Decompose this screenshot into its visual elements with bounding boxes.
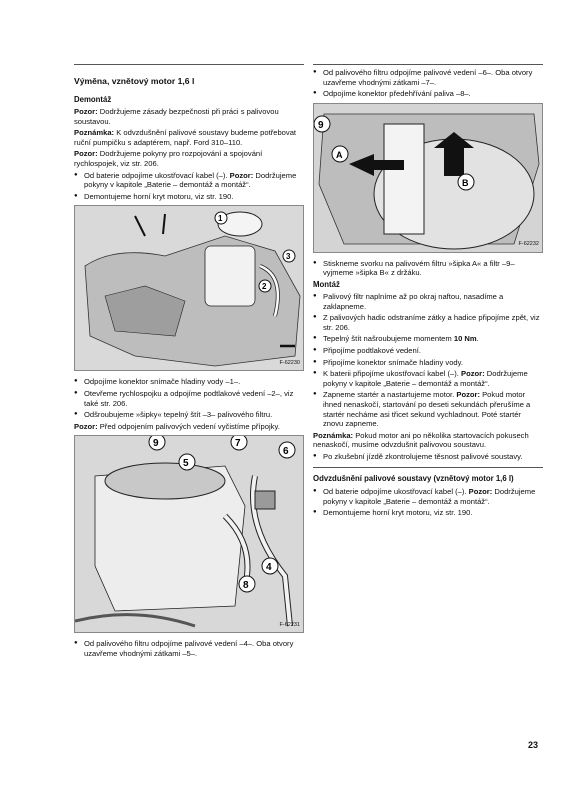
- list-item: ● Palivový filtr naplníme až po okraj naftou, nasadíme a zaklapneme.: [313, 292, 543, 311]
- steps-list-4: [313, 68, 543, 99]
- list-item: ● Tepelný štít našroubujeme momentem 10 Nm.: [313, 334, 543, 344]
- figure-label: F-62232: [518, 241, 539, 248]
- list-item: ● Odpojíme konektor předehřívání paliva –8–.: [313, 89, 543, 99]
- list-item: ● Demontujeme horní kryt motoru, viz str. 190.: [74, 192, 304, 202]
- pozor-note-3: Pozor: Před odpojením palivových vedení vyčistíme přípojky.: [74, 421, 280, 431]
- callout-b: B: [462, 177, 469, 188]
- callout-6: 6: [283, 446, 289, 458]
- engine-illustration-2: [75, 436, 303, 632]
- figure-label: F-62231: [279, 621, 300, 628]
- steps-list-3: [74, 639, 304, 658]
- pozor-note-2: Pozor: Dodržujeme pokyny pro rozpojování a spojování rychlospojek, viz str. 206.: [74, 149, 263, 168]
- callout-3: 3: [286, 252, 291, 262]
- pozor-note-1: Pozor: Dodržujeme zásady bezpečnosti při práci s palivovou soustavou.: [74, 107, 279, 126]
- callout-2: 2: [262, 282, 267, 292]
- section-title: Výměna, vznětový motor 1,6 l: [74, 76, 195, 86]
- montaz-list: [313, 292, 543, 429]
- right-column: [313, 64, 543, 520]
- poznamka-note-1: Poznámka: K odvzdušnění palivové soustavy budeme potřebovat ruční pumpičku s adaptérem, např. Ford 310–110.: [74, 128, 297, 147]
- list-item: ● Otevřeme rychlospojku a odpojíme podtlakové vedení –2–, viz také str. 206.: [74, 389, 304, 408]
- list-item: ● Od palivového filtru odpojíme palivové vedení –6–. Oba otvory uzavřeme vhodnými zátkami –7–.: [313, 68, 543, 87]
- list-item: ● Od palivového filtru odpojíme palivové vedení –4–. Oba otvory uzavřeme vhodnými zátkami –5–.: [74, 639, 304, 658]
- list-item: ● Odšroubujeme »šipky« tepelný štít –3– palivového filtru.: [74, 410, 304, 420]
- odvzdusneni-heading: Odvzdušnění palivové soustavy (vznětový motor 1,6 l): [313, 467, 543, 484]
- callout-5: 5: [183, 458, 189, 470]
- page-number: 23: [528, 740, 539, 750]
- demontaz-heading: Demontáž: [74, 95, 112, 104]
- callout-4: 4: [266, 562, 272, 574]
- callout-9: 9: [153, 438, 159, 450]
- figure-engine-filter-2: [74, 435, 304, 633]
- callout-7: 7: [235, 438, 241, 450]
- steps-list-1: [74, 171, 304, 202]
- list-item: ● Stiskneme svorku na palivovém filtru »šipka A« a filtr –9– vyjmeme »šipka B« z držáku.: [313, 259, 543, 278]
- engine-illustration-1: [75, 206, 303, 370]
- list-item: ● K baterii připojíme ukostřovací kabel (–). Pozor: Dodržujeme pokyny v kapitole „Baterie – demontáž a montáž“.: [313, 369, 543, 388]
- steps-list-5: [313, 259, 543, 278]
- callout-a: A: [336, 149, 343, 160]
- callout-8: 8: [243, 580, 249, 592]
- left-column: [74, 64, 304, 661]
- montaz-heading: Montáž: [313, 279, 340, 289]
- callout-1: 1: [218, 214, 223, 224]
- list-item: ● Od baterie odpojíme ukostřovací kabel (–). Pozor: Dodržujeme pokyny v kapitole „Baterie – demontáž a montáž“.: [313, 487, 543, 506]
- figure-fuel-filter-removal: [313, 103, 543, 253]
- list-item: ● Od baterie odpojíme ukostřovací kabel (–). Pozor: Dodržujeme pokyny v kapitole „Baterie – demontáž a montáž“.: [74, 171, 304, 190]
- list-item: ● Připojíme konektor snímače hladiny vody.: [313, 358, 543, 368]
- list-item: ● Z palivových hadic odstraníme zátky a hadice připojíme zpět, viz str. 206.: [313, 313, 543, 332]
- list-item: ● Připojíme podtlakové vedení.: [313, 346, 543, 356]
- callout-9: 9: [318, 119, 324, 131]
- filter-illustration: [314, 104, 542, 252]
- list-item: ● Po zkušební jízdě zkontrolujeme těsnost palivové soustavy.: [313, 452, 543, 462]
- odvzdusneni-list: [313, 487, 543, 518]
- list-item: ● Zapneme startér a nastartujeme motor. Pozor: Pokud motor ihned nenaskočí, startování po deseti sekundách přerušíme a startér necháme asi třicet sekund vychladnout. Poté startér znovu zapneme.: [313, 390, 543, 428]
- steps-list-6: [313, 452, 543, 462]
- steps-list-2: [74, 377, 304, 419]
- figure-label: F-62230: [279, 359, 300, 366]
- list-item: ● Demontujeme horní kryt motoru, viz str. 190.: [313, 508, 543, 518]
- list-item: ● Odpojíme konektor snímače hladiny vody –1–.: [74, 377, 304, 387]
- figure-engine-filter-1: [74, 205, 304, 371]
- poznamka-note-2: Poznámka: Pokud motor ani po několika startovacích pokusech nenaskočí, musíme odvzdušnit palivovou soustavu.: [313, 430, 529, 450]
